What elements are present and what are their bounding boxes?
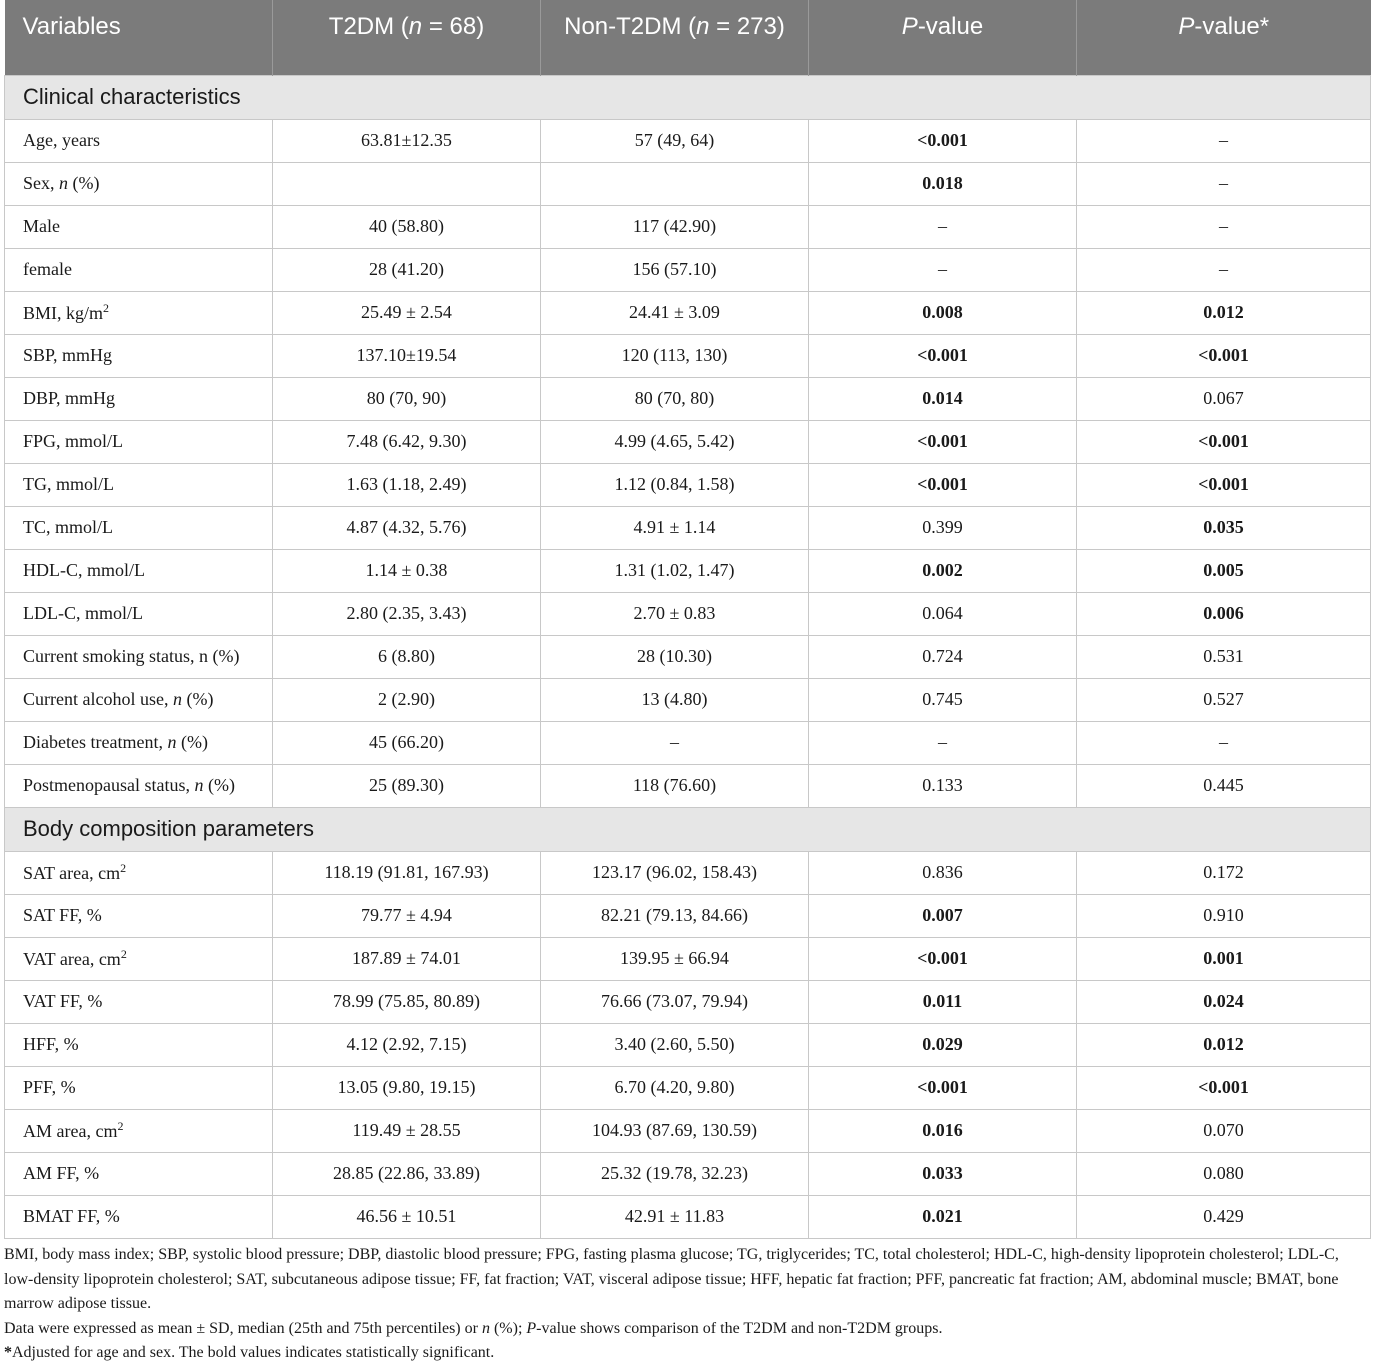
- table-row: [5, 1152, 1371, 1195]
- variable-cell: VAT FF, %: [5, 980, 273, 1023]
- variable-cell: female: [5, 248, 273, 291]
- p-value-adjusted: 0.080: [1077, 1152, 1371, 1195]
- t2dm-value: 28 (41.20): [273, 248, 541, 291]
- table-row: [5, 291, 1371, 334]
- p-value-adjusted: –: [1077, 162, 1371, 205]
- p-value-adjusted: <0.001: [1077, 1066, 1371, 1109]
- variable-cell: Current smoking status, n (%): [5, 635, 273, 678]
- section-clinical: [5, 75, 1371, 119]
- variable-cell: HFF, %: [5, 1023, 273, 1066]
- p-value-adjusted: 0.024: [1077, 980, 1371, 1023]
- t2dm-value: 2.80 (2.35, 3.43): [273, 592, 541, 635]
- p-value-adjusted: –: [1077, 248, 1371, 291]
- t2dm-value: 63.81±12.35: [273, 119, 541, 162]
- variable-cell: TG, mmol/L: [5, 463, 273, 506]
- p-value: 0.021: [809, 1195, 1077, 1238]
- variable-cell: SBP, mmHg: [5, 334, 273, 377]
- table-row: [5, 851, 1371, 894]
- header-row: [5, 0, 1371, 75]
- p-value: <0.001: [809, 334, 1077, 377]
- table-row: [5, 894, 1371, 937]
- variable-cell: Diabetes treatment, n (%): [5, 721, 273, 764]
- non-t2dm-value: 2.70 ± 0.83: [541, 592, 809, 635]
- abbreviations-note: BMI, body mass index; SBP, systolic blood pressure; DBP, diastolic blood pressure; FPG, fasting plasma glucose; TG, triglycerides; TC, total cholesterol; HDL-C, high-density lipoprotein cholesterol; LDL-C, low-density lipoprotein cholesterol; SAT, subcutaneous adipose tissue; FF, fat fraction; VAT, visceral adipose tissue; HFF, hepatic fat fraction; PFF, pancreatic fat fraction; AM, abdominal muscle; BMAT, bone marrow adipose tissue.: [4, 1246, 1339, 1312]
- p-value-adjusted: 0.012: [1077, 1023, 1371, 1066]
- variable-cell: Male: [5, 205, 273, 248]
- p-value: –: [809, 205, 1077, 248]
- non-t2dm-value: 3.40 (2.60, 5.50): [541, 1023, 809, 1066]
- t2dm-value: 28.85 (22.86, 33.89): [273, 1152, 541, 1195]
- asterisk: *: [4, 1344, 12, 1361]
- non-t2dm-value: 76.66 (73.07, 79.94): [541, 980, 809, 1023]
- section-body-composition: [5, 807, 1371, 851]
- variable-cell: BMI, $kg/m^2$: [5, 291, 273, 334]
- table-row: [5, 980, 1371, 1023]
- t2dm-value: 46.56 ± 10.51: [273, 1195, 541, 1238]
- variable-cell: FPG, mmol/L: [5, 420, 273, 463]
- section-title: Clinical characteristics: [5, 75, 1371, 119]
- non-t2dm-value: 25.32 (19.78, 32.23): [541, 1152, 809, 1195]
- table-row: [5, 205, 1371, 248]
- variable-cell: BMAT FF, %: [5, 1195, 273, 1238]
- p-value-adjusted: 0.006: [1077, 592, 1371, 635]
- non-t2dm-value: 104.93 (87.69, 130.59): [541, 1109, 809, 1152]
- t2dm-value: 187.89 ± 74.01: [273, 937, 541, 980]
- p-value: 0.399: [809, 506, 1077, 549]
- table-row: [5, 1109, 1371, 1152]
- t2dm-value: 4.87 (4.32, 5.76): [273, 506, 541, 549]
- header-variables: Variables: [5, 0, 273, 75]
- variable-cell: LDL-C, mmol/L: [5, 592, 273, 635]
- p-value: 0.002: [809, 549, 1077, 592]
- table-row: [5, 506, 1371, 549]
- table-row: [5, 764, 1371, 807]
- non-t2dm-value: 1.31 (1.02, 1.47): [541, 549, 809, 592]
- t2dm-value: 137.10±19.54: [273, 334, 541, 377]
- p-value-adjusted: 0.527: [1077, 678, 1371, 721]
- t2dm-value: 25.49 ± 2.54: [273, 291, 541, 334]
- p-value-adjusted: –: [1077, 721, 1371, 764]
- p-value: 0.008: [809, 291, 1077, 334]
- table-row: [5, 635, 1371, 678]
- table-row: [5, 1023, 1371, 1066]
- p-value: <0.001: [809, 937, 1077, 980]
- non-t2dm-value: 117 (42.90): [541, 205, 809, 248]
- non-t2dm-value: 4.99 (4.65, 5.42): [541, 420, 809, 463]
- variable-cell: AM area, $cm^2$: [5, 1109, 273, 1152]
- header-t2dm: T2DM (n = 68): [273, 0, 541, 75]
- p-value: 0.016: [809, 1109, 1077, 1152]
- non-t2dm-value: –: [541, 721, 809, 764]
- variable-cell: Age, years: [5, 119, 273, 162]
- header-p-value: P-value: [809, 0, 1077, 75]
- p-value-adjusted: 0.001: [1077, 937, 1371, 980]
- non-t2dm-value: 24.41 ± 3.09: [541, 291, 809, 334]
- header-non-t2dm: Non-T2DM (n = 273): [541, 0, 809, 75]
- table-row: [5, 721, 1371, 764]
- variable-cell: SAT area, $cm^2$: [5, 851, 273, 894]
- t2dm-value: 13.05 (9.80, 19.15): [273, 1066, 541, 1109]
- non-t2dm-value: 57 (49, 64): [541, 119, 809, 162]
- p-value: 0.018: [809, 162, 1077, 205]
- t2dm-value: 80 (70, 90): [273, 377, 541, 420]
- variable-cell: Postmenopausal status, n (%): [5, 764, 273, 807]
- p-value: 0.033: [809, 1152, 1077, 1195]
- t2dm-value: 4.12 (2.92, 7.15): [273, 1023, 541, 1066]
- table-row: [5, 162, 1371, 205]
- table-row: [5, 119, 1371, 162]
- characteristics-table: [4, 0, 1371, 1239]
- t2dm-value: 7.48 (6.42, 9.30): [273, 420, 541, 463]
- t2dm-value: 1.14 ± 0.38: [273, 549, 541, 592]
- non-t2dm-value: 118 (76.60): [541, 764, 809, 807]
- non-t2dm-value: [541, 162, 809, 205]
- variable-cell: DBP, mmHg: [5, 377, 273, 420]
- p-value: 0.014: [809, 377, 1077, 420]
- non-t2dm-value: 1.12 (0.84, 1.58): [541, 463, 809, 506]
- variable-cell: TC, mmol/L: [5, 506, 273, 549]
- p-value: <0.001: [809, 1066, 1077, 1109]
- p-value-adjusted: 0.910: [1077, 894, 1371, 937]
- table-row: [5, 248, 1371, 291]
- non-t2dm-value: 42.91 ± 11.83: [541, 1195, 809, 1238]
- p-value: 0.836: [809, 851, 1077, 894]
- table-row: [5, 678, 1371, 721]
- non-t2dm-value: 123.17 (96.02, 158.43): [541, 851, 809, 894]
- t2dm-value: 45 (66.20): [273, 721, 541, 764]
- p-value-adjusted: 0.067: [1077, 377, 1371, 420]
- p-value-adjusted: 0.531: [1077, 635, 1371, 678]
- variable-cell: Current alcohol use, n (%): [5, 678, 273, 721]
- p-value-adjusted: 0.012: [1077, 291, 1371, 334]
- p-value: <0.001: [809, 119, 1077, 162]
- p-value-adjusted: 0.172: [1077, 851, 1371, 894]
- p-value: –: [809, 248, 1077, 291]
- non-t2dm-value: 139.95 ± 66.94: [541, 937, 809, 980]
- non-t2dm-value: 28 (10.30): [541, 635, 809, 678]
- variable-cell: Sex, n (%): [5, 162, 273, 205]
- p-value-adjusted: 0.035: [1077, 506, 1371, 549]
- t2dm-value: 1.63 (1.18, 2.49): [273, 463, 541, 506]
- variable-cell: PFF, %: [5, 1066, 273, 1109]
- p-value: <0.001: [809, 463, 1077, 506]
- t2dm-value: 119.49 ± 28.55: [273, 1109, 541, 1152]
- non-t2dm-value: 156 (57.10): [541, 248, 809, 291]
- table-row: [5, 334, 1371, 377]
- table-row: [5, 549, 1371, 592]
- p-value-adjusted: <0.001: [1077, 420, 1371, 463]
- table-row: [5, 420, 1371, 463]
- table-row: [5, 377, 1371, 420]
- variable-cell: HDL-C, mmol/L: [5, 549, 273, 592]
- t2dm-value: 79.77 ± 4.94: [273, 894, 541, 937]
- table-footnotes: [4, 1243, 1370, 1366]
- header-p-value-adjusted: P-value*: [1077, 0, 1371, 75]
- p-value: –: [809, 721, 1077, 764]
- t2dm-value: [273, 162, 541, 205]
- t2dm-value: 40 (58.80): [273, 205, 541, 248]
- p-value-adjusted: <0.001: [1077, 334, 1371, 377]
- table-row: [5, 592, 1371, 635]
- variable-cell: SAT FF, %: [5, 894, 273, 937]
- table-container: [4, 0, 1370, 1239]
- p-value: 0.133: [809, 764, 1077, 807]
- table-row: [5, 1195, 1371, 1238]
- non-t2dm-value: 82.21 (79.13, 84.66): [541, 894, 809, 937]
- p-value: 0.011: [809, 980, 1077, 1023]
- p-value: 0.007: [809, 894, 1077, 937]
- p-value-adjusted: 0.429: [1077, 1195, 1371, 1238]
- p-value-adjusted: –: [1077, 119, 1371, 162]
- table-row: [5, 1066, 1371, 1109]
- non-t2dm-value: 120 (113, 130): [541, 334, 809, 377]
- section-title: Body composition parameters: [5, 807, 1371, 851]
- t2dm-value: 25 (89.30): [273, 764, 541, 807]
- p-value: 0.064: [809, 592, 1077, 635]
- variable-cell: AM FF, %: [5, 1152, 273, 1195]
- p-value: <0.001: [809, 420, 1077, 463]
- non-t2dm-value: 6.70 (4.20, 9.80): [541, 1066, 809, 1109]
- p-value-adjusted: –: [1077, 205, 1371, 248]
- adjusted-note: *Adjusted for age and sex. The bold values indicates statistically significant.: [4, 1344, 495, 1361]
- p-value: 0.745: [809, 678, 1077, 721]
- t2dm-value: 2 (2.90): [273, 678, 541, 721]
- t2dm-value: 78.99 (75.85, 80.89): [273, 980, 541, 1023]
- t2dm-value: 118.19 (91.81, 167.93): [273, 851, 541, 894]
- table-row: [5, 463, 1371, 506]
- p-value-adjusted: 0.445: [1077, 764, 1371, 807]
- variable-cell: VAT area, $cm^2$: [5, 937, 273, 980]
- p-value-adjusted: 0.005: [1077, 549, 1371, 592]
- data-note: Data were expressed as mean ± SD, median (25th and 75th percentiles) or n (%); P-value shows comparison of the T2DM and non-T2DM groups.: [4, 1319, 943, 1337]
- p-value: 0.724: [809, 635, 1077, 678]
- p-value: 0.029: [809, 1023, 1077, 1066]
- p-value-adjusted: <0.001: [1077, 463, 1371, 506]
- p-value-adjusted: 0.070: [1077, 1109, 1371, 1152]
- t2dm-value: 6 (8.80): [273, 635, 541, 678]
- non-t2dm-value: 4.91 ± 1.14: [541, 506, 809, 549]
- non-t2dm-value: 80 (70, 80): [541, 377, 809, 420]
- table-row: [5, 937, 1371, 980]
- non-t2dm-value: 13 (4.80): [541, 678, 809, 721]
